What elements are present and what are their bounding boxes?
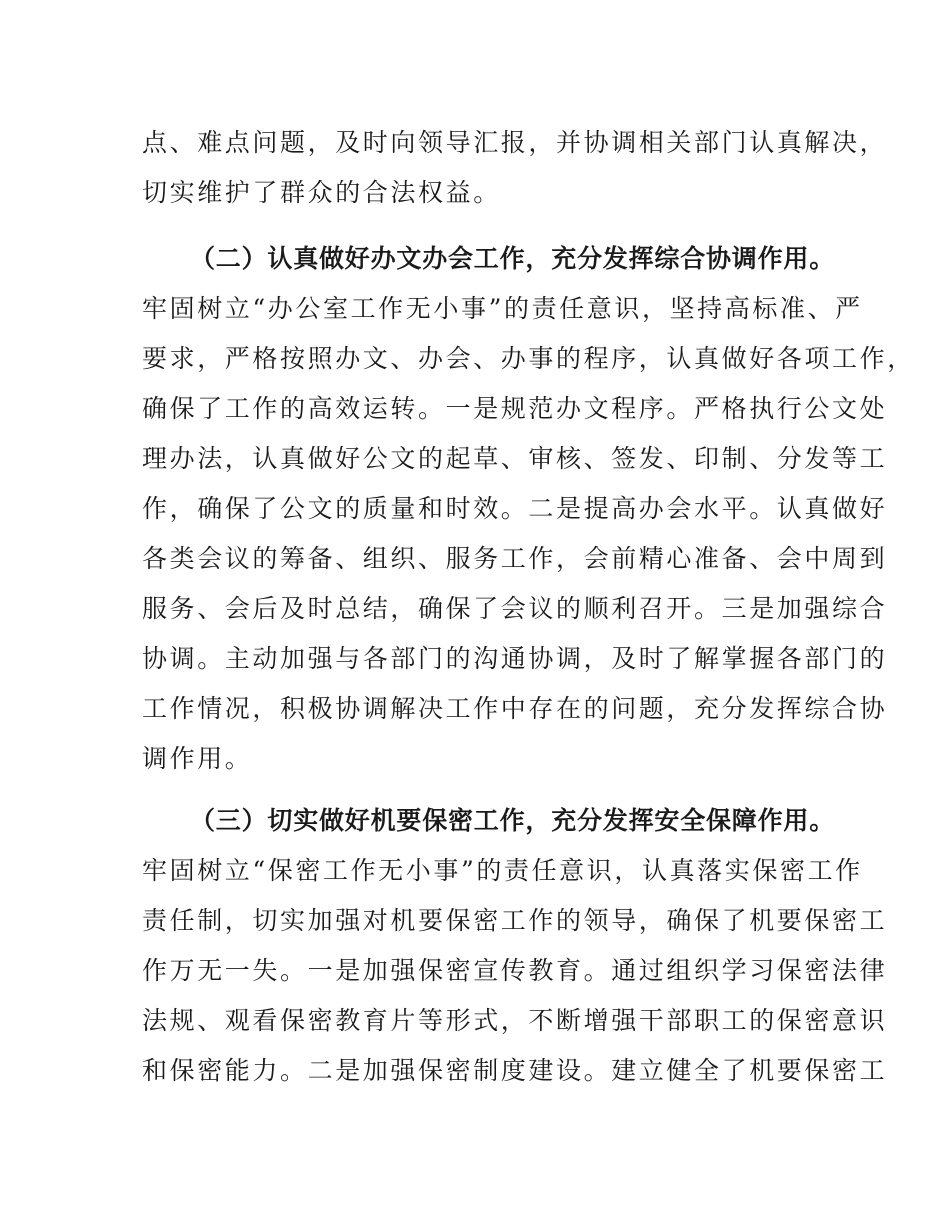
section-2-line: 调作用。 (142, 744, 253, 773)
section-3-line: 牢固树立“保密工作无小事”的责任意识，认真落实保密工作 (142, 856, 863, 885)
section-2-line: 协调。主动加强与各部门的沟通协调，及时了解掌握各部门的 (142, 644, 888, 673)
section-2-line: 确保了工作的高效运转。一是规范办文程序。严格执行公文处 (142, 394, 888, 423)
section-2-line: 理办法，认真做好公文的起草、审核、签发、印制、分发等工 (142, 444, 888, 473)
section-2-heading: （二）认真做好办文办会工作，充分发挥综合协调作用。 (190, 244, 836, 273)
section-2-line: 牢固树立“办公室工作无小事”的责任意识，坚持高标准、严 (142, 294, 863, 323)
intro-line: 切实维护了群众的合法权益。 (142, 178, 501, 207)
section-2-line: 作，确保了公文的质量和时效。二是提高办会水平。认真做好 (142, 494, 888, 523)
section-3-line: 责任制，切实加强对机要保密工作的领导，确保了机要保密工 (142, 906, 888, 935)
section-3-line: 法规、观看保密教育片等形式，不断增强干部职工的保密意识 (142, 1006, 888, 1035)
intro-line: 点、难点问题，及时向领导汇报，并协调相关部门认真解决， (142, 128, 888, 157)
section-2-line: 各类会议的筹备、组织、服务工作，会前精心准备、会中周到 (142, 544, 888, 573)
section-2-line: 工作情况，积极协调解决工作中存在的问题，充分发挥综合协 (142, 694, 888, 723)
section-2-line: 服务、会后及时总结，确保了会议的顺利召开。三是加强综合 (142, 594, 888, 623)
section-2-line: 要求，严格按照办文、办会、办事的程序，认真做好各项工作， (142, 344, 915, 373)
section-3-line: 作万无一失。一是加强保密宣传教育。通过组织学习保密法律 (142, 956, 888, 985)
section-3-heading: （三）切实做好机要保密工作，充分发挥安全保障作用。 (190, 806, 836, 835)
section-3-line: 和保密能力。二是加强保密制度建设。建立健全了机要保密工 (142, 1056, 888, 1085)
